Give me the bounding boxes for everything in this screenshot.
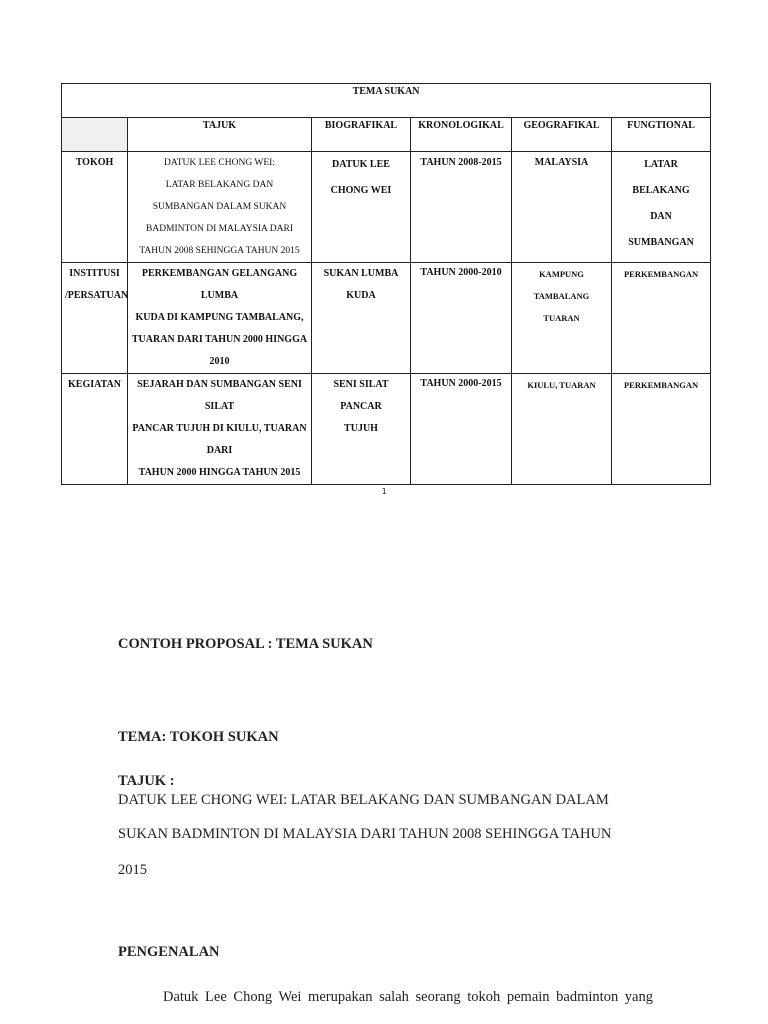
kronologikal-cell: TAHUN 2000-2010 <box>411 263 512 374</box>
cell-line: TAMBALANG <box>533 291 590 301</box>
cell-line: BELAKANG <box>632 185 690 196</box>
cell-line: KEGIATAN <box>68 379 121 390</box>
theme-table-wrapper <box>61 83 710 485</box>
cell-line: MALAYSIA <box>534 157 589 168</box>
tajuk-text-line: SUKAN BADMINTON DI MALAYSIA DARI TAHUN 2008 SEHINGGA TAHUN <box>118 826 612 842</box>
table-row <box>62 263 711 374</box>
header-biografikal: BIOGRAFIKAL <box>312 118 411 152</box>
tema-heading: TEMA: TOKOH SUKAN <box>118 729 279 745</box>
table-row <box>62 152 711 263</box>
biografikal-cell <box>312 263 411 374</box>
biografikal-cell <box>312 374 411 485</box>
header-fungtional: FUNGTIONAL <box>612 118 711 152</box>
fungtional-cell <box>612 152 711 263</box>
tajuk-line: PERKEMBANGAN GELANGANG LUMBA <box>141 268 298 301</box>
row-label-kegiatan <box>62 374 128 485</box>
tajuk-cell <box>128 152 312 263</box>
cell-line: DAN <box>650 211 672 222</box>
tajuk-line: TAHUN 2000 HINGGA TAHUN 2015 <box>138 467 301 478</box>
cell-line: LATAR <box>644 159 678 170</box>
header-empty-cell <box>62 118 128 152</box>
proposal-heading: CONTOH PROPOSAL : TEMA SUKAN <box>118 636 373 652</box>
tajuk-label: TAJUK : <box>118 773 175 789</box>
fungtional-cell <box>612 374 711 485</box>
tajuk-line: SUMBANGAN DALAM SUKAN <box>152 202 287 212</box>
cell-line: DATUK LEE <box>332 159 390 170</box>
cell-line: TUARAN <box>543 313 580 323</box>
tajuk-line: SEJARAH DAN SUMBANGAN SENI SILAT <box>137 379 302 412</box>
page-number: 1 <box>381 487 387 496</box>
geografikal-cell <box>512 374 612 485</box>
tajuk-line: DATUK LEE CHONG WEI: <box>164 158 275 168</box>
table-title: TEMA SUKAN <box>62 84 711 118</box>
header-kronologikal: KRONOLOGIKAL <box>411 118 512 152</box>
table-header-row <box>62 118 711 152</box>
fungtional-cell <box>612 263 711 374</box>
tajuk-text-line: DATUK LEE CHONG WEI: LATAR BELAKANG DAN SUMBANGAN DALAM <box>118 792 609 808</box>
cell-line: KIULU, TUARAN <box>527 380 596 390</box>
tajuk-line: KUDA DI KAMPUNG TAMBALANG, <box>135 312 304 323</box>
pengenalan-heading: PENGENALAN <box>118 944 220 960</box>
tajuk-line: TAHUN 2008 SEHINGGA TAHUN 2015 <box>139 246 300 256</box>
header-tajuk: TAJUK <box>128 118 312 152</box>
intro-paragraph: Datuk Lee Chong Wei merupakan salah seorang tokoh pemain badminton yang <box>163 989 653 1005</box>
cell-line: PERKEMBANGAN <box>623 380 699 390</box>
tajuk-line: PANCAR TUJUH DI KIULU, TUARAN DARI <box>132 423 307 456</box>
cell-line: PERKEMBANGAN <box>623 269 699 279</box>
tajuk-cell <box>128 374 312 485</box>
tajuk-line: TUARAN DARI TAHUN 2000 HINGGA 2010 <box>131 334 308 367</box>
header-geografikal: GEOGRAFIKAL <box>512 118 612 152</box>
cell-line: SUKAN LUMBA KUDA <box>323 268 399 301</box>
cell-line: INSTITUSI <box>69 268 120 279</box>
cell-line: CHONG WEI <box>330 185 392 196</box>
cell-line: /PERSATUAN <box>65 290 129 301</box>
tajuk-text-line: 2015 <box>118 862 147 878</box>
cell-line: SUMBANGAN <box>628 237 694 248</box>
tajuk-line: LATAR BELAKANG DAN <box>165 180 274 190</box>
row-label-tokoh: TOKOH <box>62 152 128 263</box>
tajuk-cell <box>128 263 312 374</box>
table-row <box>62 374 711 485</box>
cell-line: TUJUH <box>344 423 378 434</box>
cell-line: KAMPUNG <box>539 269 584 279</box>
theme-table <box>61 83 711 485</box>
cell-line: SENI SILAT PANCAR <box>333 379 389 412</box>
kronologikal-cell: TAHUN 2008-2015 <box>411 152 512 263</box>
row-label-institusi <box>62 263 128 374</box>
geografikal-cell <box>512 263 612 374</box>
geografikal-cell <box>512 152 612 263</box>
kronologikal-cell: TAHUN 2000-2015 <box>411 374 512 485</box>
tajuk-line: BADMINTON DI MALAYSIA DARI <box>146 224 293 234</box>
biografikal-cell <box>312 152 411 263</box>
